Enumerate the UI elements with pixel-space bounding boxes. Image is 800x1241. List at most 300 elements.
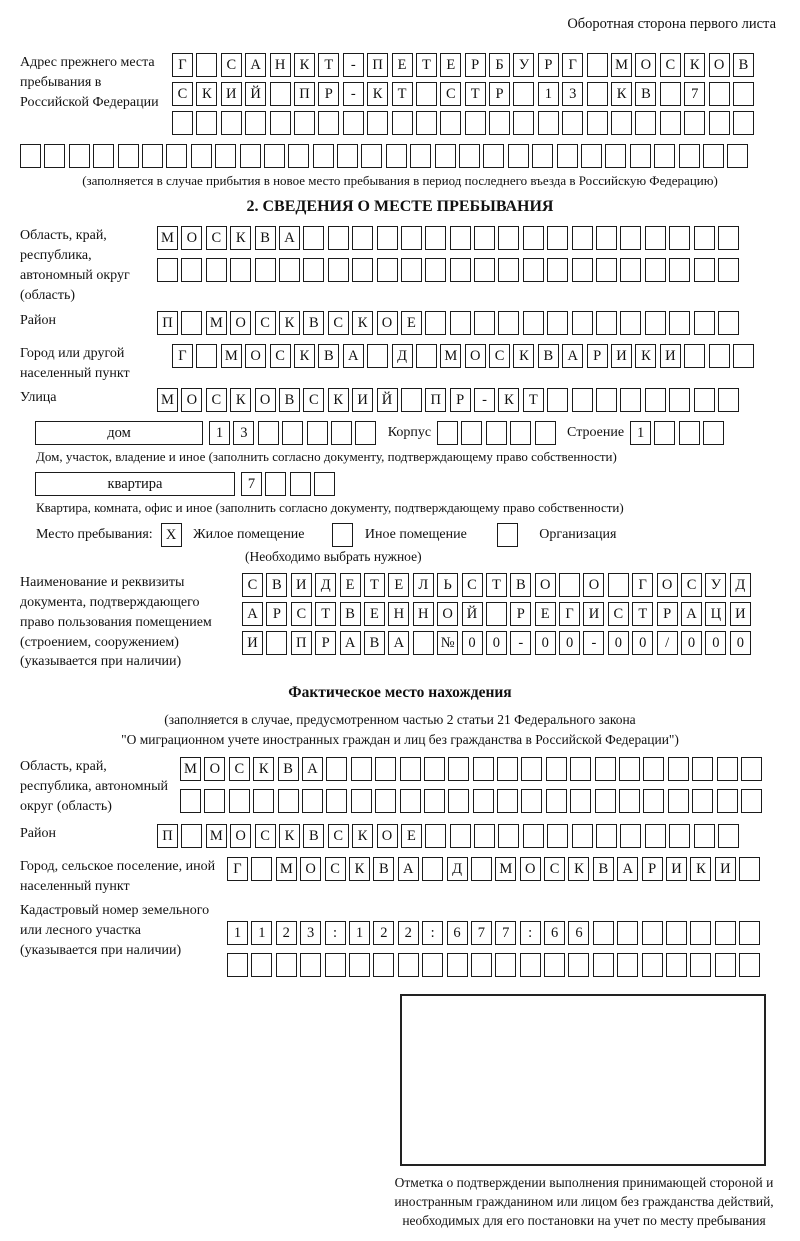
char-cell[interactable]: 7	[471, 921, 492, 945]
char-cell[interactable]	[596, 311, 617, 335]
char-cell[interactable]: О	[635, 53, 656, 77]
char-cell[interactable]	[473, 757, 494, 781]
char-cell[interactable]	[326, 757, 347, 781]
char-cell[interactable]	[645, 824, 666, 848]
char-cell[interactable]: О	[709, 53, 730, 77]
char-cell[interactable]: О	[230, 824, 251, 848]
char-cell[interactable]	[581, 144, 602, 168]
char-cell[interactable]	[690, 921, 711, 945]
char-cell[interactable]	[654, 421, 675, 445]
char-cell[interactable]: М	[611, 53, 632, 77]
char-cell[interactable]: К	[349, 857, 370, 881]
char-cell[interactable]	[669, 824, 690, 848]
char-cell[interactable]	[473, 789, 494, 813]
char-cell[interactable]: Д	[730, 573, 751, 597]
char-cell[interactable]	[422, 953, 443, 977]
char-cell[interactable]: X	[161, 523, 182, 547]
char-cell[interactable]	[666, 921, 687, 945]
char-cell[interactable]	[361, 144, 382, 168]
char-cell[interactable]: В	[635, 82, 656, 106]
char-cell[interactable]: К	[196, 82, 217, 106]
char-cell[interactable]: О	[520, 857, 541, 881]
char-cell[interactable]	[245, 111, 266, 135]
char-cell[interactable]: 2	[398, 921, 419, 945]
char-cell[interactable]: С	[242, 573, 263, 597]
char-cell[interactable]	[587, 53, 608, 77]
char-cell[interactable]	[572, 824, 593, 848]
char-row-prev-address-3[interactable]	[172, 111, 780, 135]
char-cell[interactable]	[377, 258, 398, 282]
char-cell[interactable]: К	[230, 388, 251, 412]
char-cell[interactable]	[215, 144, 236, 168]
char-cell[interactable]	[44, 144, 65, 168]
char-cell[interactable]	[282, 421, 303, 445]
checkbox-organization[interactable]	[497, 523, 521, 547]
char-cell[interactable]: Т	[416, 53, 437, 77]
char-cell[interactable]	[450, 226, 471, 250]
char-cell[interactable]	[279, 258, 300, 282]
char-cell[interactable]: С	[660, 53, 681, 77]
char-cell[interactable]: К	[328, 388, 349, 412]
char-cell[interactable]: И	[352, 388, 373, 412]
char-cell[interactable]: В	[510, 573, 531, 597]
char-cell[interactable]	[230, 258, 251, 282]
char-cell[interactable]	[328, 258, 349, 282]
char-cell[interactable]: С	[291, 602, 312, 626]
char-cell[interactable]	[425, 824, 446, 848]
char-cell[interactable]	[642, 953, 663, 977]
char-cell[interactable]	[645, 258, 666, 282]
char-row-region-2[interactable]	[157, 258, 780, 282]
char-cell[interactable]: У	[705, 573, 726, 597]
char-cell[interactable]	[684, 344, 705, 368]
char-cell[interactable]	[303, 226, 324, 250]
char-cell[interactable]	[351, 789, 372, 813]
char-cell[interactable]	[270, 82, 291, 106]
char-row-street[interactable]	[157, 388, 742, 412]
char-cell[interactable]	[608, 573, 629, 597]
char-cell[interactable]: И	[583, 602, 604, 626]
char-cell[interactable]	[660, 111, 681, 135]
char-cell[interactable]	[498, 258, 519, 282]
char-cell[interactable]	[718, 824, 739, 848]
char-cell[interactable]	[337, 144, 358, 168]
char-cell[interactable]: Г	[172, 53, 193, 77]
char-cell[interactable]	[375, 757, 396, 781]
char-cell[interactable]: М	[495, 857, 516, 881]
char-cell[interactable]: А	[242, 602, 263, 626]
char-cell[interactable]	[703, 421, 724, 445]
char-cell[interactable]	[204, 789, 225, 813]
char-row-actual-region-1[interactable]	[180, 757, 780, 781]
char-cell[interactable]: Р	[538, 53, 559, 77]
char-cell[interactable]	[294, 111, 315, 135]
char-cell[interactable]	[669, 258, 690, 282]
char-cell[interactable]	[596, 388, 617, 412]
char-cell[interactable]	[450, 258, 471, 282]
char-cell[interactable]	[300, 953, 321, 977]
char-cell[interactable]: С	[206, 226, 227, 250]
char-cell[interactable]	[523, 226, 544, 250]
char-cell[interactable]	[572, 226, 593, 250]
char-cell[interactable]	[398, 953, 419, 977]
char-cell[interactable]: Т	[364, 573, 385, 597]
char-cell[interactable]	[544, 953, 565, 977]
char-cell[interactable]: С	[462, 573, 483, 597]
char-cell[interactable]: К	[253, 757, 274, 781]
char-cell[interactable]: П	[291, 631, 312, 655]
char-cell[interactable]	[196, 111, 217, 135]
char-cell[interactable]: У	[513, 53, 534, 77]
char-cell[interactable]: И	[291, 573, 312, 597]
char-cell[interactable]: К	[611, 82, 632, 106]
char-cell[interactable]: 0	[462, 631, 483, 655]
char-cell[interactable]: М	[440, 344, 461, 368]
char-cell[interactable]: С	[221, 53, 242, 77]
char-cell[interactable]: М	[206, 824, 227, 848]
char-cell[interactable]: Г	[562, 53, 583, 77]
char-cell[interactable]: А	[245, 53, 266, 77]
char-cell[interactable]	[401, 388, 422, 412]
char-cell[interactable]	[302, 789, 323, 813]
char-cell[interactable]: Л	[413, 573, 434, 597]
char-cell[interactable]	[733, 344, 754, 368]
char-cell[interactable]: С	[544, 857, 565, 881]
char-cell[interactable]: С	[255, 824, 276, 848]
char-cell[interactable]	[692, 789, 713, 813]
char-cell[interactable]	[669, 311, 690, 335]
char-cell[interactable]	[270, 111, 291, 135]
char-cell[interactable]	[715, 953, 736, 977]
char-cell[interactable]: П	[294, 82, 315, 106]
char-cell[interactable]	[495, 953, 516, 977]
char-cell[interactable]	[741, 757, 762, 781]
char-cell[interactable]: Р	[489, 82, 510, 106]
char-cell[interactable]	[166, 144, 187, 168]
char-row-document-1[interactable]	[242, 573, 780, 597]
char-cell[interactable]	[474, 258, 495, 282]
char-cell[interactable]: 1	[251, 921, 272, 945]
char-cell[interactable]	[703, 144, 724, 168]
char-cell[interactable]	[413, 631, 434, 655]
char-cell[interactable]	[355, 421, 376, 445]
char-cell[interactable]	[570, 757, 591, 781]
char-cell[interactable]: В	[318, 344, 339, 368]
char-cell[interactable]	[498, 311, 519, 335]
char-cell[interactable]: Р	[587, 344, 608, 368]
char-cell[interactable]: В	[593, 857, 614, 881]
char-cell[interactable]	[497, 523, 518, 547]
char-cell[interactable]: А	[302, 757, 323, 781]
char-cell[interactable]: А	[343, 344, 364, 368]
char-cell[interactable]	[660, 82, 681, 106]
char-cell[interactable]: О	[181, 226, 202, 250]
char-cell[interactable]	[288, 144, 309, 168]
char-row-city[interactable]	[172, 344, 757, 368]
char-cell[interactable]	[240, 144, 261, 168]
char-cell[interactable]	[425, 226, 446, 250]
char-cell[interactable]	[483, 144, 504, 168]
char-cell[interactable]	[546, 789, 567, 813]
char-cell[interactable]: Б	[489, 53, 510, 77]
char-cell[interactable]: 2	[373, 921, 394, 945]
char-cell[interactable]	[265, 472, 286, 496]
char-cell[interactable]: 6	[544, 921, 565, 945]
char-cell[interactable]: С	[172, 82, 193, 106]
char-cell[interactable]: В	[278, 757, 299, 781]
char-cell[interactable]	[741, 789, 762, 813]
char-cell[interactable]	[562, 111, 583, 135]
char-cell[interactable]	[450, 311, 471, 335]
char-cell[interactable]: Е	[535, 602, 556, 626]
char-cell[interactable]: В	[364, 631, 385, 655]
char-cell[interactable]	[69, 144, 90, 168]
char-cell[interactable]	[264, 144, 285, 168]
char-cell[interactable]	[251, 857, 272, 881]
char-cell[interactable]	[535, 421, 556, 445]
char-cell[interactable]	[513, 111, 534, 135]
char-cell[interactable]: 0	[632, 631, 653, 655]
char-cell[interactable]: А	[562, 344, 583, 368]
char-cell[interactable]	[596, 824, 617, 848]
char-cell[interactable]	[709, 111, 730, 135]
char-cell[interactable]: О	[245, 344, 266, 368]
char-cell[interactable]	[435, 144, 456, 168]
char-cell[interactable]	[593, 953, 614, 977]
char-cell[interactable]: М	[276, 857, 297, 881]
char-cell[interactable]	[180, 789, 201, 813]
char-cell[interactable]: Т	[318, 53, 339, 77]
char-cell[interactable]	[448, 789, 469, 813]
char-cell[interactable]	[520, 953, 541, 977]
checkbox-other-premises[interactable]	[332, 523, 356, 547]
char-cell[interactable]	[694, 824, 715, 848]
char-cell[interactable]	[669, 388, 690, 412]
char-cell[interactable]	[595, 789, 616, 813]
char-cell[interactable]: О	[437, 602, 458, 626]
char-cell[interactable]	[645, 311, 666, 335]
char-cell[interactable]	[617, 921, 638, 945]
char-cell[interactable]: -	[343, 82, 364, 106]
char-cell[interactable]	[318, 111, 339, 135]
char-cell[interactable]: И	[730, 602, 751, 626]
char-cell[interactable]	[489, 111, 510, 135]
char-cell[interactable]: -	[510, 631, 531, 655]
char-cell[interactable]: Д	[392, 344, 413, 368]
char-cell[interactable]: С	[303, 388, 324, 412]
char-cell[interactable]: А	[388, 631, 409, 655]
char-cell[interactable]: Р	[318, 82, 339, 106]
char-cell[interactable]	[196, 344, 217, 368]
char-cell[interactable]	[596, 226, 617, 250]
char-cell[interactable]: 1	[630, 421, 651, 445]
char-cell[interactable]: Е	[401, 311, 422, 335]
char-cell[interactable]	[587, 111, 608, 135]
char-cell[interactable]	[546, 757, 567, 781]
char-cell[interactable]: В	[733, 53, 754, 77]
char-cell[interactable]: 1	[538, 82, 559, 106]
char-cell[interactable]	[303, 258, 324, 282]
char-cell[interactable]: Г	[227, 857, 248, 881]
char-cell[interactable]	[416, 111, 437, 135]
char-cell[interactable]: К	[690, 857, 711, 881]
char-cell[interactable]	[251, 953, 272, 977]
char-cell[interactable]: 1	[349, 921, 370, 945]
char-cell[interactable]: 0	[681, 631, 702, 655]
char-cell[interactable]	[278, 789, 299, 813]
char-row-actual-city[interactable]	[227, 857, 764, 881]
char-cell[interactable]	[486, 602, 507, 626]
char-cell[interactable]	[400, 757, 421, 781]
char-cell[interactable]: М	[180, 757, 201, 781]
char-cell[interactable]: В	[340, 602, 361, 626]
char-row-prev-address-1[interactable]	[172, 53, 780, 77]
char-cell[interactable]	[447, 953, 468, 977]
char-cell[interactable]	[157, 258, 178, 282]
char-cell[interactable]: Е	[401, 824, 422, 848]
char-cell[interactable]: 7	[241, 472, 262, 496]
char-cell[interactable]	[643, 789, 664, 813]
char-cell[interactable]	[739, 921, 760, 945]
char-cell[interactable]: Ь	[437, 573, 458, 597]
char-cell[interactable]	[325, 953, 346, 977]
char-cell[interactable]	[630, 144, 651, 168]
char-cell[interactable]: И	[242, 631, 263, 655]
char-cell[interactable]	[351, 757, 372, 781]
char-cell[interactable]	[645, 226, 666, 250]
char-cell[interactable]	[510, 421, 531, 445]
char-cell[interactable]	[727, 144, 748, 168]
char-cell[interactable]	[620, 824, 641, 848]
char-cell[interactable]: С	[681, 573, 702, 597]
char-cell[interactable]	[620, 258, 641, 282]
char-cell[interactable]: 6	[447, 921, 468, 945]
char-cell[interactable]: К	[230, 226, 251, 250]
char-cell[interactable]: П	[157, 311, 178, 335]
char-cell[interactable]	[459, 144, 480, 168]
char-cell[interactable]: 0	[559, 631, 580, 655]
char-cell[interactable]: А	[279, 226, 300, 250]
char-cell[interactable]	[498, 226, 519, 250]
char-cell[interactable]: Н	[413, 602, 434, 626]
char-cell[interactable]	[196, 53, 217, 77]
char-cell[interactable]: 0	[730, 631, 751, 655]
char-cell[interactable]: И	[611, 344, 632, 368]
char-cell[interactable]	[367, 344, 388, 368]
char-cell[interactable]: В	[279, 388, 300, 412]
char-cell[interactable]: С	[270, 344, 291, 368]
char-cell[interactable]	[718, 388, 739, 412]
char-cell[interactable]: 0	[486, 631, 507, 655]
char-cell[interactable]	[331, 421, 352, 445]
char-cell[interactable]	[486, 421, 507, 445]
char-cell[interactable]: В	[303, 824, 324, 848]
char-cell[interactable]: С	[255, 311, 276, 335]
char-cell[interactable]: 0	[705, 631, 726, 655]
char-cell[interactable]: И	[715, 857, 736, 881]
char-cell[interactable]: П	[157, 824, 178, 848]
char-cell[interactable]	[666, 953, 687, 977]
char-cell[interactable]	[617, 953, 638, 977]
char-cell[interactable]: К	[568, 857, 589, 881]
char-cell[interactable]	[523, 824, 544, 848]
char-cell[interactable]	[619, 789, 640, 813]
char-cell[interactable]: К	[352, 824, 373, 848]
char-cell[interactable]	[605, 144, 626, 168]
char-cell[interactable]	[307, 421, 328, 445]
char-cell[interactable]	[367, 111, 388, 135]
char-cell[interactable]	[450, 824, 471, 848]
char-cell[interactable]: Р	[315, 631, 336, 655]
char-cell[interactable]	[717, 789, 738, 813]
char-cell[interactable]	[513, 82, 534, 106]
char-cell[interactable]	[635, 111, 656, 135]
char-row-stroenie[interactable]	[630, 421, 728, 445]
char-cell[interactable]	[386, 144, 407, 168]
char-cell[interactable]: В	[373, 857, 394, 881]
char-cell[interactable]	[461, 421, 482, 445]
char-row-district[interactable]	[157, 311, 742, 335]
char-cell[interactable]	[313, 144, 334, 168]
char-cell[interactable]	[400, 789, 421, 813]
char-cell[interactable]: А	[340, 631, 361, 655]
char-cell[interactable]: -	[583, 631, 604, 655]
char-cell[interactable]	[547, 824, 568, 848]
char-cell[interactable]: О	[181, 388, 202, 412]
char-cell[interactable]	[424, 757, 445, 781]
char-cell[interactable]	[416, 82, 437, 106]
char-cell[interactable]: 6	[568, 921, 589, 945]
char-cell[interactable]: К	[513, 344, 534, 368]
char-cell[interactable]	[425, 311, 446, 335]
char-row-prev-address-2[interactable]	[172, 82, 780, 106]
char-cell[interactable]	[523, 311, 544, 335]
char-cell[interactable]: :	[325, 921, 346, 945]
char-cell[interactable]	[718, 258, 739, 282]
char-cell[interactable]: 7	[495, 921, 516, 945]
char-cell[interactable]	[717, 757, 738, 781]
char-cell[interactable]: 2	[276, 921, 297, 945]
char-cell[interactable]: /	[657, 631, 678, 655]
char-cell[interactable]	[694, 311, 715, 335]
char-cell[interactable]	[332, 523, 353, 547]
char-cell[interactable]	[93, 144, 114, 168]
char-cell[interactable]	[410, 144, 431, 168]
char-cell[interactable]	[352, 258, 373, 282]
char-cell[interactable]: Р	[465, 53, 486, 77]
char-row-prev-address-4[interactable]	[20, 144, 780, 168]
char-cell[interactable]: Т	[392, 82, 413, 106]
char-cell[interactable]	[679, 421, 700, 445]
char-cell[interactable]: О	[583, 573, 604, 597]
char-cell[interactable]: П	[367, 53, 388, 77]
char-cell[interactable]: К	[279, 311, 300, 335]
char-cell[interactable]	[227, 953, 248, 977]
char-cell[interactable]	[328, 226, 349, 250]
char-row-apartment[interactable]	[241, 472, 339, 496]
char-cell[interactable]	[326, 789, 347, 813]
char-cell[interactable]: :	[520, 921, 541, 945]
char-cell[interactable]: И	[660, 344, 681, 368]
char-cell[interactable]: Е	[392, 53, 413, 77]
char-cell[interactable]: 1	[227, 921, 248, 945]
char-cell[interactable]	[401, 226, 422, 250]
char-cell[interactable]	[620, 311, 641, 335]
char-cell[interactable]	[181, 258, 202, 282]
char-cell[interactable]: В	[266, 573, 287, 597]
char-cell[interactable]: Р	[450, 388, 471, 412]
char-cell[interactable]	[587, 82, 608, 106]
